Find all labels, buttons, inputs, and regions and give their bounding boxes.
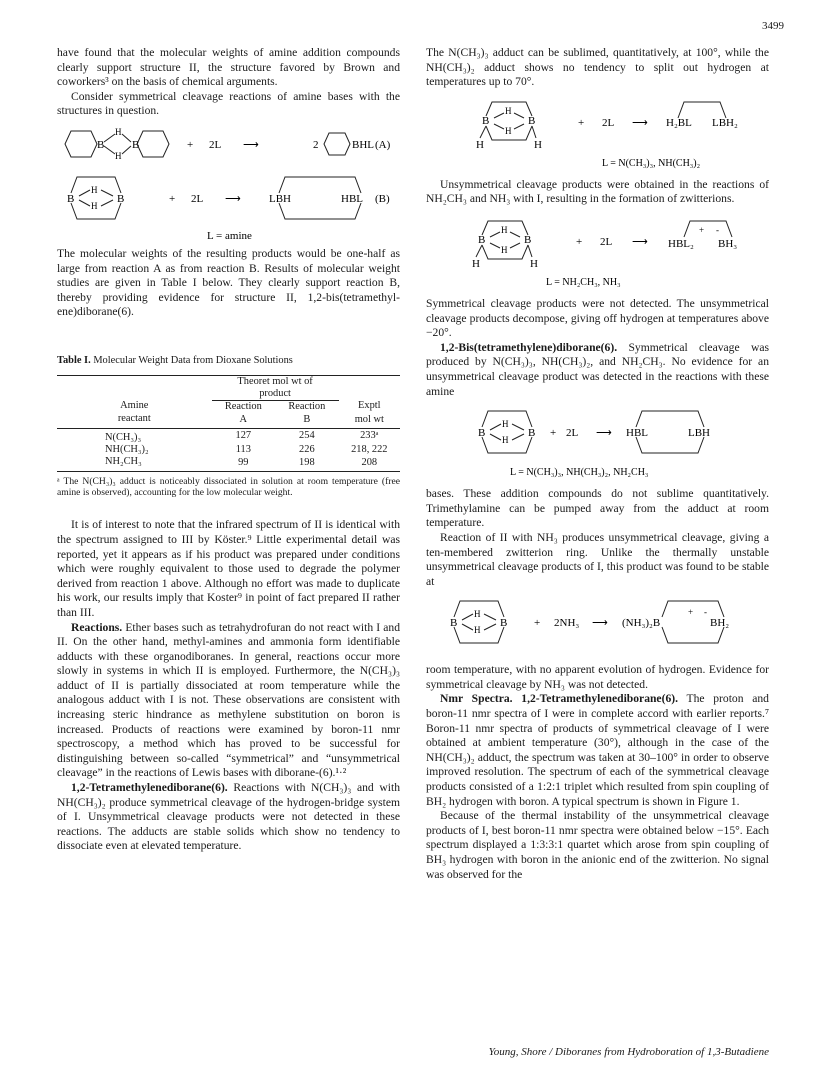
plus-sign: + [550,427,557,440]
running-footer: Young, Shore / Diboranes from Hydroboration of 1,3-Butadiene [488,1046,769,1058]
table-footnote: ᵃ The N(CH₃)₃ adduct is noticeably dissociated in solution at room temperature (free amine is observed), accounting for the low molecular weight. [57,475,400,498]
boron-label: B [450,617,458,630]
paragraph: The N(CH₃)₃ adduct can be sublimed, quantitatively, at 100°, while the NH(CH₃)₂ adduct shows no tendency to split out hydrogen at temperatures up to 70°. [426,46,769,89]
reaction-scheme-1 [426,94,769,174]
product: LBH [688,427,710,440]
bridge-h: H [501,244,508,255]
boron-label: B [117,192,125,205]
bridge-h: H [502,419,509,430]
coefficient: 2 [313,138,319,151]
terminal-h: H [476,138,484,151]
equation-label: (A) [375,138,391,151]
boron-label: B [482,114,490,127]
bridge-h: H [115,126,122,137]
reaction-arrow: ⟶ [632,116,648,129]
paragraph: Consider symmetrical cleavage reactions of amine bases with the structures in question. [57,89,400,118]
paragraph: Because of the thermal instability of the unsymmetrical cleavage products of I, best boron-11 nmr spectra were obtained below −15°. Each spectrum displayed a 1:3:3:1 quartet which arose from spin coupling of BH₃ hydrogen with boron in the anionic end of the zwitterion. No signal was observed for the [426,809,769,881]
product: LBH₂ [712,116,738,129]
positive-charge: + [688,607,694,618]
table-caption: Table I. Molecular Weight Data from Dioxane Solutions [57,354,293,366]
reagent: 2NH₃ [554,617,580,630]
plus-sign: + [169,192,176,205]
bridge-h: H [502,435,509,446]
product-ring [684,221,732,237]
l-definition: L = NH₂CH₃, NH₃ [546,276,621,288]
product: (NH₃)₂B [622,617,661,630]
positive-charge: + [699,224,705,235]
equation-label: (B) [375,192,390,205]
terminal-h: H [472,257,480,270]
reaction-scheme-3 [426,403,769,483]
product: H₂BL [666,116,692,129]
paragraph: Unsymmetrical cleavage products were obtained in the reactions of NH₂CH₃ and NH₃ with I, resulting in the formation of zwitterions. [426,177,769,206]
table-row: N(CH₃)₃ 127 254 233ᵃ [57,428,400,444]
paragraph: have found that the molecular weights of amine addition compounds clearly support structure II, the structure favored by Brown and coworkers³ on the basis of chemical arguments. [57,46,400,89]
ring-product [324,133,350,155]
reaction-scheme-4 [426,593,769,659]
bridge-h: H [505,105,512,116]
bridge-h: H [91,200,98,211]
paragraph: Nmr Spectra. 1,2-Tetramethylenediborane(6). The proton and boron-11 nmr spectra of I were in complete accord with earlier reports.⁷ Boron-11 nmr spectra of products of symmetrical cleavage of I were obtained at ambient temperature (30°), although in the case of the NH(CH₃)₂ adduct, the spectrum was taken at 30–100° in order to observe improved resolution. The spectrum of each of the symmetrical cleavage products consisted of a 1:2:1 triplet which resulted from spin coupling of BH₂ hydrogen with boron. A typical spectrum is shown in Figure 1. [426,692,769,808]
paragraph: room temperature, with no apparent evolution of hydrogen. Evidence for symmetrical cleavage by NH₃ was not detected. [426,663,769,691]
paragraph: bases. These addition compounds do not sublime quantitatively. Trimethylamine can be pumped away from the adduct at room temperature. [426,487,769,530]
scheme-4-drawing [426,593,769,659]
paragraph: Symmetrical cleavage products were not detected. The unsymmetrical cleavage products decompose, giving off hydrogen at temperatures above −20°. [426,296,769,340]
l-definition: L = N(CH₃)₃, NH(CH₃)₂ [602,157,701,169]
terminal-h: H [534,138,542,151]
product: HBL₂ [668,237,694,250]
product: HBL [626,427,648,440]
table-row: NH₂CH₃ 99 198 208 [105,455,378,469]
terminal-h: H [530,257,538,270]
plus-sign: + [534,617,541,630]
scheme-3-drawing [426,403,769,483]
boron-label: B [132,138,140,151]
boron-label: B [67,192,75,205]
boron-label: B [528,114,536,127]
boron-label: B [500,617,508,630]
right-column [426,46,769,882]
reaction-scheme-b [57,169,400,243]
boron-label: B [528,427,536,440]
scheme-2-drawing [426,211,769,293]
product: LBH [269,192,291,205]
product-ring-top [279,177,361,193]
negative-charge: - [704,607,707,618]
bridge-h: H [501,224,508,235]
left-column [57,46,400,854]
negative-charge: - [716,224,719,235]
product-ring [678,102,726,118]
scheme-b-drawing [57,169,400,243]
paragraph: The molecular weights of the resulting products would be one-half as large from reaction A as from reaction B. Results of molecular weight studies are given in Table I below. They clearly support reaction B, thereby providing evidence for structure II, 1,2-bis(tetramethyl-ene)diborane(6). [57,246,400,319]
plus-sign: + [576,235,583,248]
reaction-scheme-2 [426,211,769,293]
reagent: 2L [191,192,204,205]
reaction-arrow: ⟶ [632,235,648,248]
paragraph: 1,2-Tetramethylenediborane(6). Reactions with N(CH₃)₃ and with NH(CH₃)₂ produce symmetrical cleavage of the hydrogen-bridge system of I. Unsymmetrical cleavage products were not detected in these reactions. The adducts are stable solids which show no tendency to dissociate even at elevated temperature. [57,781,400,853]
reaction-arrow: ⟶ [243,138,259,151]
boron-label: B [524,233,532,246]
table-row: NH(CH₃)₂ 113 226 218, 222 [105,443,388,455]
l-definition: L = N(CH₃)₃, NH(CH₃)₂, NH₂CH₃ [510,467,649,479]
scheme-a-drawing [57,123,400,165]
product-ring-top [636,411,704,427]
reagent: 2L [209,138,222,151]
paragraph: It is of interest to note that the infrared spectrum of II is identical with the spectrum assigned to III by Köster.⁹ Little experimental detail was reported, yet it appears as if his product was prepared under conditions which were roughly equivalent to those used to degrade the polymer derived from reaction 1 above. Although no effort was made to duplicate his work, our results imply that Koster⁹ in point of fact prepared II rather than III. [57,518,400,619]
bridge-h: H [115,150,122,161]
reaction-arrow: ⟶ [225,192,241,205]
product: BHL [352,138,374,151]
reagent: 2L [602,116,615,129]
boron-label: B [478,427,486,440]
product-ring-bottom [662,627,724,643]
boron-label: B [478,233,486,246]
reaction-scheme-a [57,123,400,165]
bridge-h: H [91,184,98,195]
plus-sign: + [187,138,194,151]
scheme-1-drawing [426,94,769,174]
molecular-weight-table: Theoret mol wt of product Amine Reaction Reaction Exptl reactant A B mol wt N(CH₃)₃ 127 254 233ᵃ NH(CH₃)₂ 113 226 218, 222 NH₂CH₃ 99 198 208 [57,375,400,472]
reaction-arrow: ⟶ [592,617,608,630]
paragraph: Reactions. Ether bases such as tetrahydrofuran do not react with I and II. On the other hand, methyl-amines and ammonia form identifiable adducts with these organodiboranes. In general, reactions occur more slowly in systems in which II is employed. Furthermore, the N(CH₃)₃ adduct of II is partially dissociated at room temperature while the analogous adduct with I is not. These observations are consistent with increasing steric hindrance as methylene substitution on boron is increased. Products of reactions were examined by boron-11 nmr spectroscopy, a method which has proved to be successful for distinguishing between so-called “symmetrical” and “unsymmetrical cleavage” in the reactions of Lewis bases with diborane-(6).¹·² [57,620,400,780]
ring-right [137,131,169,157]
bridge-h: H [474,609,481,620]
paragraph: 1,2-Bis(tetramethylene)diborane(6). Symmetrical cleavage was produced by N(CH₃)₃, NH(CH₃)₂, and NH₂CH₃. No evidence for an unsymmetrical cleavage product was detected in the reactions with these amine [426,340,769,398]
product-ring-bottom [636,437,704,453]
reagent: 2L [566,427,579,440]
product-ring-bottom [279,203,361,219]
product: HBL [341,192,363,205]
l-definition: L = amine [207,229,252,242]
boron-label: B [97,138,105,151]
plus-sign: + [578,116,585,129]
bridge-h: H [474,625,481,636]
reaction-arrow: ⟶ [596,427,612,440]
ring-left [65,131,97,157]
product: BH₂ [710,617,730,630]
paragraph: Reaction of II with NH₃ produces unsymmetrical cleavage, giving a ten-membered zwitterion ring. Unlike the thermally unstable unsymmetrical cleavage products of I, this product was found to be stable at [426,530,769,588]
page-number: 3499 [762,20,784,32]
reagent: 2L [600,235,613,248]
bridge-h: H [505,125,512,136]
product: BH₃ [718,237,738,250]
